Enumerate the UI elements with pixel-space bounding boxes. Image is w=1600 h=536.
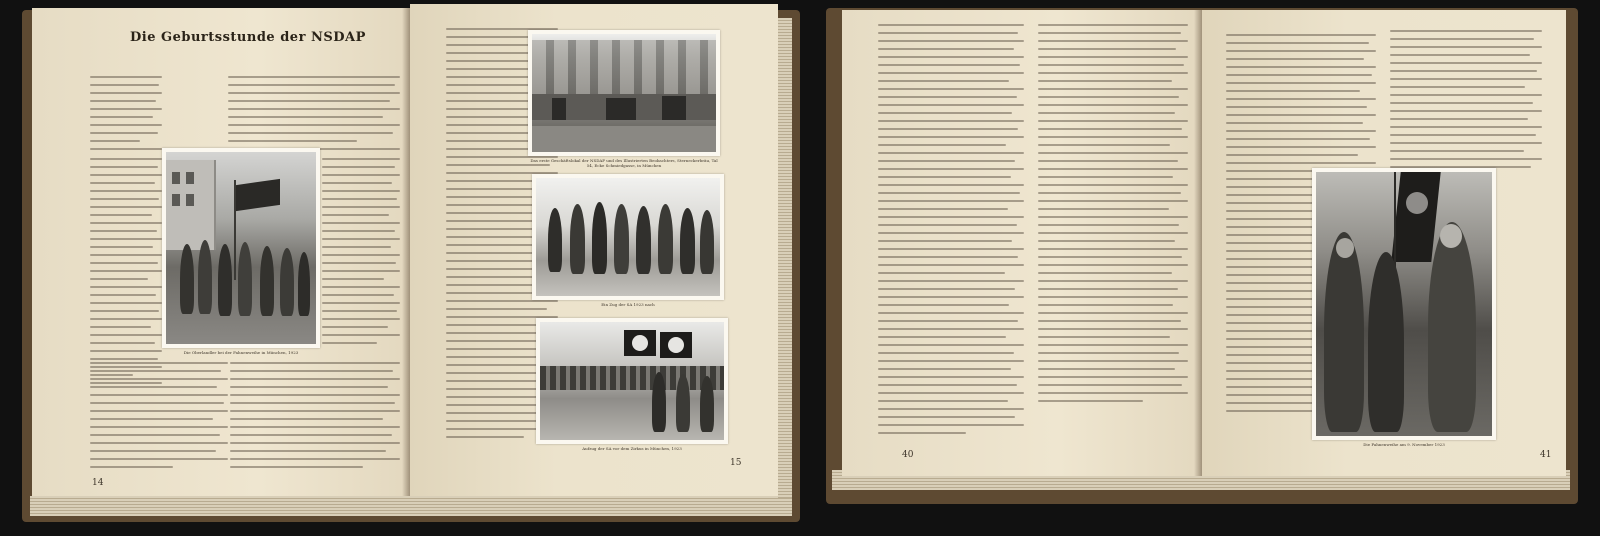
left-book-right-edges xyxy=(778,18,792,498)
text-column-left xyxy=(878,24,1024,464)
photo-1-caption: Das erste Geschäftslokal der NSDAP und des Illustrierten Beobachters, Sterneckerbräu, Tal 54, Ecke Schmiedgasse, in München xyxy=(530,158,718,168)
text-column-bottom-right xyxy=(230,362,400,472)
page-14 xyxy=(32,8,410,496)
page-40 xyxy=(842,10,1202,476)
page-number: 14 xyxy=(92,478,104,488)
photo-street-building xyxy=(528,30,720,156)
page-41 xyxy=(1202,10,1566,476)
photo-3-caption: Aufzug der SA vor dem Zirkus in München, 1923 xyxy=(582,446,682,451)
page-15 xyxy=(410,4,778,496)
text-column-2 xyxy=(228,76,400,156)
photo-caption: Die Fahnenweihe am 9. November 1923 xyxy=(1363,442,1445,447)
chapter-title: Die Geburtsstunde der NSDAP xyxy=(130,30,366,45)
text-column-bottom-left xyxy=(90,362,228,472)
text-column-right-top xyxy=(1390,30,1542,170)
photo-march-flags xyxy=(536,318,728,444)
photo-sa-line xyxy=(532,174,724,300)
photo-caption: Die Oberlandler bei der Fahnenweihe in München, 1923 xyxy=(183,350,299,355)
page-number: 40 xyxy=(902,450,914,460)
text-column-1 xyxy=(90,76,162,156)
left-book-page-edges xyxy=(30,496,792,516)
photo-2-caption: Ein Zug der SA 1923 nach xyxy=(601,302,655,307)
text-column-2b xyxy=(322,158,400,358)
page-number: 41 xyxy=(1540,450,1552,460)
photo-flag-consecration xyxy=(162,148,320,348)
page-number: 15 xyxy=(730,458,742,468)
text-column-right xyxy=(1038,24,1188,454)
photo-flag-ceremony xyxy=(1312,168,1496,440)
